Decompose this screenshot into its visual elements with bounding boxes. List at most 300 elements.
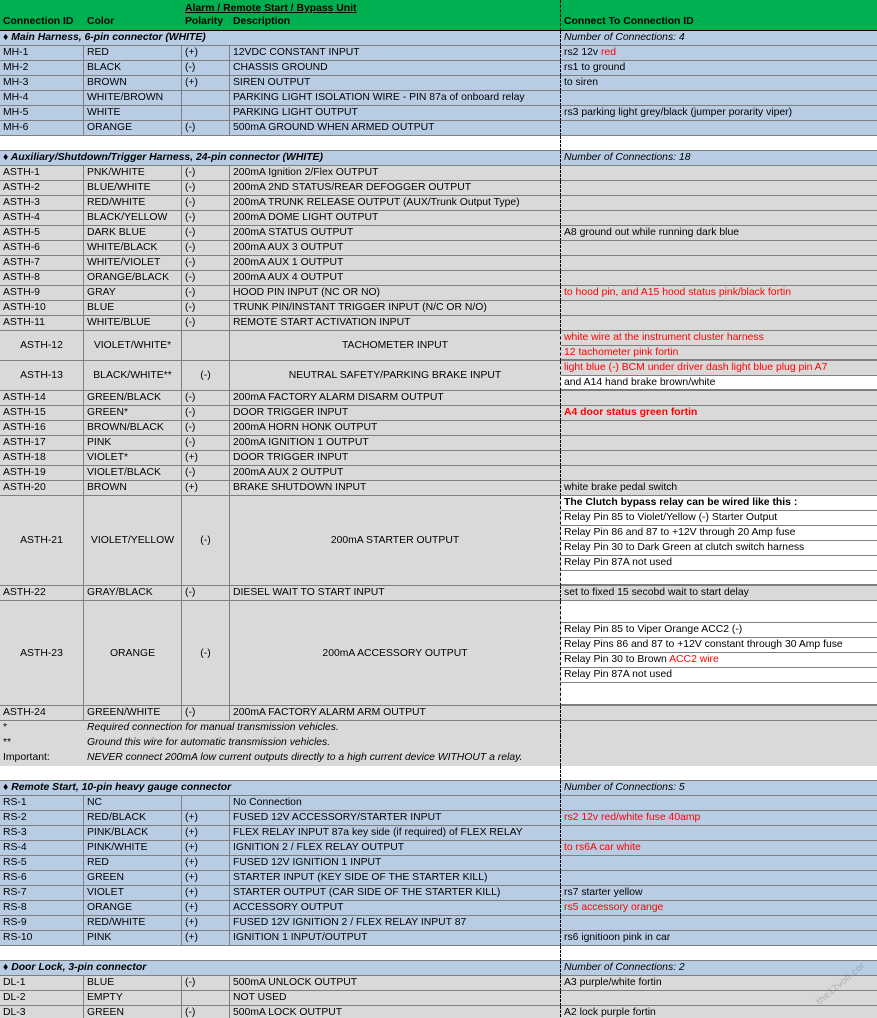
wire-color: GREEN xyxy=(84,871,182,886)
description: DOOR TRIGGER INPUT xyxy=(230,451,561,466)
section-title: ♦ Main Harness, 6-pin connector (WHITE) xyxy=(0,31,561,46)
connection-id: ASTH-17 xyxy=(0,436,84,451)
table-row xyxy=(0,856,877,871)
wire-color: PINK xyxy=(84,436,182,451)
connect-to: rs6 ignitioon pink in car xyxy=(561,931,877,946)
red-text: ACC2 wire xyxy=(669,654,719,665)
wire-color: ORANGE xyxy=(84,601,182,706)
connect-to xyxy=(561,706,877,721)
wire-color: GREEN xyxy=(84,1006,182,1018)
connect-line xyxy=(561,683,877,705)
table-row xyxy=(0,871,877,886)
polarity: (-) xyxy=(182,361,230,391)
wire-color: RED xyxy=(84,856,182,871)
connection-id: DL-1 xyxy=(0,976,84,991)
wire-color: VIOLET* xyxy=(84,451,182,466)
table-row xyxy=(0,421,877,436)
connect-to xyxy=(561,121,877,136)
polarity: (+) xyxy=(182,931,230,946)
note-text: Required connection for manual transmission vehicles. xyxy=(84,721,561,736)
wire-color: VIOLET xyxy=(84,886,182,901)
connection-id: MH-1 xyxy=(0,46,84,61)
connection-id: RS-10 xyxy=(0,931,84,946)
wire-color: ORANGE xyxy=(84,901,182,916)
polarity: (-) xyxy=(182,301,230,316)
polarity: (-) xyxy=(182,421,230,436)
wire-color: WHITE/BROWN xyxy=(84,91,182,106)
connection-id: ASTH-5 xyxy=(0,226,84,241)
description: DIESEL WAIT TO START INPUT xyxy=(230,586,561,601)
asth-21-block xyxy=(0,496,877,586)
connect-to xyxy=(561,361,877,391)
polarity: (-) xyxy=(182,226,230,241)
section-main-harness xyxy=(0,31,877,46)
connect-to: set to fixed 15 secobd wait to start delay xyxy=(561,586,877,601)
wire-color: NC xyxy=(84,796,182,811)
red-text: red xyxy=(600,47,616,58)
polarity: (-) xyxy=(182,211,230,226)
table-row xyxy=(0,391,877,406)
connect-to: A4 door status green fortin xyxy=(561,406,877,421)
polarity: (+) xyxy=(182,856,230,871)
wire-color: BLUE/WHITE xyxy=(84,181,182,196)
connection-id: ASTH-8 xyxy=(0,271,84,286)
polarity: (-) xyxy=(182,121,230,136)
description: 200mA TRUNK RELEASE OUTPUT (AUX/Trunk Output Type) xyxy=(230,196,561,211)
polarity: (+) xyxy=(182,886,230,901)
connection-id: ASTH-24 xyxy=(0,706,84,721)
description: 500mA LOCK OUTPUT xyxy=(230,1006,561,1018)
description: STARTER INPUT (KEY SIDE OF THE STARTER KILL) xyxy=(230,871,561,886)
description: PARKING LIGHT ISOLATION WIRE - PIN 87a of onboard relay xyxy=(230,91,561,106)
spacer xyxy=(561,136,877,151)
table-row xyxy=(0,436,877,451)
note-marker: Important: xyxy=(0,751,84,766)
wire-color: GRAY xyxy=(84,286,182,301)
description: IGNITION 2 / FLEX RELAY OUTPUT xyxy=(230,841,561,856)
description: PARKING LIGHT OUTPUT xyxy=(230,106,561,121)
table-row xyxy=(0,166,877,181)
connect-to: rs2 12v red xyxy=(561,46,877,61)
description: FUSED 12V IGNITION 1 INPUT xyxy=(230,856,561,871)
table-row xyxy=(0,916,877,931)
wire-color: VIOLET/YELLOW xyxy=(84,496,182,586)
connection-id: MH-4 xyxy=(0,91,84,106)
description: SIREN OUTPUT xyxy=(230,76,561,91)
connection-id: MH-2 xyxy=(0,61,84,76)
connect-to xyxy=(561,211,877,226)
connect-line: The Clutch bypass relay can be wired like this : xyxy=(561,496,877,511)
connection-id: ASTH-2 xyxy=(0,181,84,196)
description: 200mA 2ND STATUS/REAR DEFOGGER OUTPUT xyxy=(230,181,561,196)
connection-id: ASTH-19 xyxy=(0,466,84,481)
polarity: (+) xyxy=(182,826,230,841)
polarity xyxy=(182,331,230,361)
polarity: (+) xyxy=(182,871,230,886)
table-row xyxy=(0,286,877,301)
connect-line: Relay Pin 30 to Brown ACC2 wire xyxy=(561,653,877,668)
table-row xyxy=(0,316,877,331)
description: 200mA Ignition 2/Flex OUTPUT xyxy=(230,166,561,181)
connect-to xyxy=(561,496,877,586)
section-title: ♦ Door Lock, 3-pin connector xyxy=(0,961,561,976)
table-row xyxy=(0,406,877,421)
spacer-row xyxy=(0,136,877,151)
polarity: (-) xyxy=(182,196,230,211)
connection-id: RS-4 xyxy=(0,841,84,856)
table-row xyxy=(0,196,877,211)
table-row xyxy=(0,271,877,286)
col-description: Description xyxy=(233,16,291,27)
connect-to xyxy=(561,301,877,316)
description: 200mA AUX 2 OUTPUT xyxy=(230,466,561,481)
description: 200mA STARTER OUTPUT xyxy=(230,496,561,586)
connect-to: rs3 parking light grey/black (jumper porarity viper) xyxy=(561,106,877,121)
connect-to: A8 ground out while running dark blue xyxy=(561,226,877,241)
connect-to xyxy=(561,91,877,106)
polarity: (-) xyxy=(182,976,230,991)
connect-to: to siren xyxy=(561,76,877,91)
table-row xyxy=(0,901,877,916)
note-row xyxy=(0,751,877,766)
spacer-row xyxy=(0,946,877,961)
note-row xyxy=(0,736,877,751)
connect-to xyxy=(561,916,877,931)
description: 200mA IGNITION 1 OUTPUT xyxy=(230,436,561,451)
polarity: (-) xyxy=(182,496,230,586)
wire-color: RED xyxy=(84,46,182,61)
connection-id: ASTH-9 xyxy=(0,286,84,301)
connect-to: to hood pin, and A15 hood status pink/black fortin xyxy=(561,286,877,301)
description: STARTER OUTPUT (CAR SIDE OF THE STARTER KILL) xyxy=(230,886,561,901)
description: 200mA HORN HONK OUTPUT xyxy=(230,421,561,436)
connect-to xyxy=(561,331,877,361)
description: FUSED 12V ACCESSORY/STARTER INPUT xyxy=(230,811,561,826)
table-row xyxy=(0,106,877,121)
connect-to xyxy=(561,166,877,181)
col-polarity-description xyxy=(182,0,561,31)
connect-line: Relay Pin 87A not used xyxy=(561,556,877,571)
wire-color: GREEN/BLACK xyxy=(84,391,182,406)
description: 200mA AUX 3 OUTPUT xyxy=(230,241,561,256)
description: 200mA FACTORY ALARM DISARM OUTPUT xyxy=(230,391,561,406)
description: FUSED 12V IGNITION 2 / FLEX RELAY INPUT 87 xyxy=(230,916,561,931)
wire-color: ORANGE xyxy=(84,121,182,136)
wire-color: BLACK/YELLOW xyxy=(84,211,182,226)
table-row xyxy=(0,301,877,316)
connect-line: Relay Pin 85 to Violet/Yellow (-) Starter Output xyxy=(561,511,877,526)
connection-id: ASTH-3 xyxy=(0,196,84,211)
connect-line: Relay Pin 87A not used xyxy=(561,668,877,683)
table-row xyxy=(0,226,877,241)
table-row xyxy=(0,811,877,826)
spacer xyxy=(0,766,561,781)
connection-id: ASTH-20 xyxy=(0,481,84,496)
connect-line: 12 tachometer pink fortin xyxy=(561,346,877,361)
description: CHASSIS GROUND xyxy=(230,61,561,76)
note-text: Ground this wire for automatic transmission vehicles. xyxy=(84,736,561,751)
description: HOOD PIN INPUT (NC OR NO) xyxy=(230,286,561,301)
polarity: (-) xyxy=(182,406,230,421)
connect-to xyxy=(561,601,877,706)
table-row xyxy=(0,931,877,946)
connect-to xyxy=(561,451,877,466)
asth-13-block xyxy=(0,361,877,391)
section-door-lock xyxy=(0,961,877,976)
wire-color: GREEN* xyxy=(84,406,182,421)
connection-id: MH-3 xyxy=(0,76,84,91)
description: 200mA FACTORY ALARM ARM OUTPUT xyxy=(230,706,561,721)
description: DOOR TRIGGER INPUT xyxy=(230,406,561,421)
table-row xyxy=(0,181,877,196)
wire-color: PINK/BLACK xyxy=(84,826,182,841)
connect-line: Relay Pin 86 and 87 to +12V through 20 Amp fuse xyxy=(561,526,877,541)
description: 200mA ACCESSORY OUTPUT xyxy=(230,601,561,706)
table-row xyxy=(0,976,877,991)
wire-color: WHITE/BLUE xyxy=(84,316,182,331)
wire-color: BLACK xyxy=(84,61,182,76)
polarity: (-) xyxy=(182,241,230,256)
connect-to: A2 lock purple fortin xyxy=(561,1006,877,1018)
connect-to: rs1 to ground xyxy=(561,61,877,76)
connect-line: light blue (-) BCM under driver dash light blue plug pin A7 xyxy=(561,361,877,376)
connection-id: ASTH-1 xyxy=(0,166,84,181)
description: 500mA UNLOCK OUTPUT xyxy=(230,976,561,991)
polarity: (-) xyxy=(182,166,230,181)
connection-count: Number of Connections: 2 xyxy=(561,961,877,976)
connection-id: ASTH-23 xyxy=(0,601,84,706)
connection-id: RS-6 xyxy=(0,871,84,886)
wire-color: EMPTY xyxy=(84,991,182,1006)
connection-id: ASTH-16 xyxy=(0,421,84,436)
connection-id: MH-5 xyxy=(0,106,84,121)
connection-id: ASTH-15 xyxy=(0,406,84,421)
connection-id: ASTH-21 xyxy=(0,496,84,586)
wire-color: PNK/WHITE xyxy=(84,166,182,181)
connect-to: rs2 12v red/white fuse 40amp xyxy=(561,811,877,826)
polarity: (-) xyxy=(182,286,230,301)
connect-to xyxy=(561,256,877,271)
spacer xyxy=(0,136,561,151)
connect-to xyxy=(561,796,877,811)
connect-line: and A14 hand brake brown/white xyxy=(561,376,877,391)
polarity: (-) xyxy=(182,271,230,286)
table-row xyxy=(0,241,877,256)
description: 200mA AUX 4 OUTPUT xyxy=(230,271,561,286)
connect-to xyxy=(561,826,877,841)
connect-to xyxy=(561,421,877,436)
polarity: (+) xyxy=(182,451,230,466)
table-row xyxy=(0,256,877,271)
polarity: (+) xyxy=(182,916,230,931)
note-marker: ** xyxy=(0,736,84,751)
note-row xyxy=(0,721,877,736)
wire-color: WHITE/BLACK xyxy=(84,241,182,256)
connect-line: Relay Pin 85 to Viper Orange ACC2 (-) xyxy=(561,623,877,638)
connection-id: ASTH-12 xyxy=(0,331,84,361)
connect-to xyxy=(561,856,877,871)
wire-color: VIOLET/BLACK xyxy=(84,466,182,481)
asth-12-block xyxy=(0,331,877,361)
connect-to: rs5 accessory orange xyxy=(561,901,877,916)
connection-id: RS-5 xyxy=(0,856,84,871)
connection-id: RS-2 xyxy=(0,811,84,826)
description: 12VDC CONSTANT INPUT xyxy=(230,46,561,61)
wire-color: GREEN/WHITE xyxy=(84,706,182,721)
connect-to xyxy=(561,871,877,886)
table-row xyxy=(0,91,877,106)
wire-color: GRAY/BLACK xyxy=(84,586,182,601)
polarity: (-) xyxy=(182,601,230,706)
spacer xyxy=(561,766,877,781)
connect-to xyxy=(561,181,877,196)
wire-color: PINK/WHITE xyxy=(84,841,182,856)
connection-id: DL-2 xyxy=(0,991,84,1006)
polarity: (-) xyxy=(182,1006,230,1018)
table-row xyxy=(0,1006,877,1018)
section-title: ♦ Remote Start, 10-pin heavy gauge connector xyxy=(0,781,561,796)
wire-color: VIOLET/WHITE* xyxy=(84,331,182,361)
table-row xyxy=(0,451,877,466)
wire-color: BROWN/BLACK xyxy=(84,421,182,436)
description: TACHOMETER INPUT xyxy=(230,331,561,361)
polarity: (-) xyxy=(182,706,230,721)
table-row xyxy=(0,466,877,481)
polarity: (-) xyxy=(182,586,230,601)
polarity: (+) xyxy=(182,46,230,61)
connection-id: RS-7 xyxy=(0,886,84,901)
section-title: ♦ Auxiliary/Shutdown/Trigger Harness, 24-pin connector (WHITE) xyxy=(0,151,561,166)
table-row xyxy=(0,886,877,901)
connect-to xyxy=(561,751,877,766)
connection-id: RS-1 xyxy=(0,796,84,811)
connection-count: Number of Connections: 5 xyxy=(561,781,877,796)
polarity: (+) xyxy=(182,901,230,916)
description: REMOTE START ACTIVATION INPUT xyxy=(230,316,561,331)
table-row xyxy=(0,796,877,811)
connect-to xyxy=(561,721,877,736)
polarity xyxy=(182,91,230,106)
connection-id: ASTH-13 xyxy=(0,361,84,391)
wire-color: BLUE xyxy=(84,301,182,316)
col-color-text: Color xyxy=(87,16,115,27)
polarity: (-) xyxy=(182,181,230,196)
description: IGNITION 1 INPUT/OUTPUT xyxy=(230,931,561,946)
connect-line xyxy=(561,601,877,623)
connect-to: to rs6A car white xyxy=(561,841,877,856)
table-row xyxy=(0,841,877,856)
polarity: (+) xyxy=(182,76,230,91)
connection-id: ASTH-4 xyxy=(0,211,84,226)
description: ACCESSORY OUTPUT xyxy=(230,901,561,916)
connection-id: DL-3 xyxy=(0,1006,84,1018)
connect-line xyxy=(561,571,877,585)
col-connection-id-text: Connection ID xyxy=(3,16,74,27)
connect-line: Relay Pin 30 to Dark Green at clutch switch harness xyxy=(561,541,877,556)
sheet-title: Alarm / Remote Start / Bypass Unit xyxy=(185,3,357,14)
connect-to xyxy=(561,316,877,331)
table-row xyxy=(0,991,877,1006)
connect-to xyxy=(561,196,877,211)
connect-line: white wire at the instrument cluster harness xyxy=(561,331,877,346)
connect-to xyxy=(561,271,877,286)
wire-color: BROWN xyxy=(84,76,182,91)
polarity: (-) xyxy=(182,316,230,331)
connect-to: rs7 starter yellow xyxy=(561,886,877,901)
connection-id: ASTH-11 xyxy=(0,316,84,331)
wire-color: BLUE xyxy=(84,976,182,991)
description: 500mA GROUND WHEN ARMED OUTPUT xyxy=(230,121,561,136)
section-aux-harness xyxy=(0,151,877,166)
table-row xyxy=(0,586,877,601)
connection-id: ASTH-22 xyxy=(0,586,84,601)
wire-color: PINK xyxy=(84,931,182,946)
wire-color: BLACK/WHITE** xyxy=(84,361,182,391)
table-row xyxy=(0,826,877,841)
polarity xyxy=(182,796,230,811)
section-remote-start xyxy=(0,781,877,796)
header-row xyxy=(0,0,877,31)
description: BRAKE SHUTDOWN INPUT xyxy=(230,481,561,496)
wire-color: RED/BLACK xyxy=(84,811,182,826)
polarity: (-) xyxy=(182,391,230,406)
description: 200mA AUX 1 OUTPUT xyxy=(230,256,561,271)
connect-to xyxy=(561,736,877,751)
connection-id: RS-8 xyxy=(0,901,84,916)
connection-id: ASTH-10 xyxy=(0,301,84,316)
connection-id: ASTH-6 xyxy=(0,241,84,256)
spacer-row xyxy=(0,766,877,781)
polarity: (+) xyxy=(182,481,230,496)
svg-text:the12volt.com: the12volt.com xyxy=(814,957,872,1008)
connect-to: A3 purple/white fortin xyxy=(561,976,877,991)
polarity: (-) xyxy=(182,256,230,271)
connect-to xyxy=(561,391,877,406)
connection-count: Number of Connections: 4 xyxy=(561,31,877,46)
description: No Connection xyxy=(230,796,561,811)
connect-to xyxy=(561,241,877,256)
wire-color: RED/WHITE xyxy=(84,196,182,211)
connect-to: white brake pedal switch xyxy=(561,481,877,496)
description: 200mA DOME LIGHT OUTPUT xyxy=(230,211,561,226)
polarity: (-) xyxy=(182,466,230,481)
connect-to xyxy=(561,436,877,451)
wire-color: DARK BLUE xyxy=(84,226,182,241)
wire-color: ORANGE/BLACK xyxy=(84,271,182,286)
col-connect-to-text: Connect To Connection ID xyxy=(564,16,694,27)
polarity: (+) xyxy=(182,811,230,826)
connection-id: ASTH-7 xyxy=(0,256,84,271)
table-row xyxy=(0,481,877,496)
table-row xyxy=(0,61,877,76)
spacer xyxy=(0,946,561,961)
connect-line: Relay Pins 86 and 87 to +12V constant through 30 Amp fuse xyxy=(561,638,877,653)
wire-color: BROWN xyxy=(84,481,182,496)
table-row xyxy=(0,211,877,226)
col-polarity: Polarity xyxy=(185,16,224,27)
table-row xyxy=(0,706,877,721)
description: NEUTRAL SAFETY/PARKING BRAKE INPUT xyxy=(230,361,561,391)
polarity: (+) xyxy=(182,841,230,856)
col-connection-id xyxy=(0,0,84,31)
wire-color: RED/WHITE xyxy=(84,916,182,931)
polarity: (-) xyxy=(182,61,230,76)
description: TRUNK PIN/INSTANT TRIGGER INPUT (N/C OR N/O) xyxy=(230,301,561,316)
polarity xyxy=(182,991,230,1006)
connection-id: RS-3 xyxy=(0,826,84,841)
table-row xyxy=(0,121,877,136)
table-row xyxy=(0,76,877,91)
